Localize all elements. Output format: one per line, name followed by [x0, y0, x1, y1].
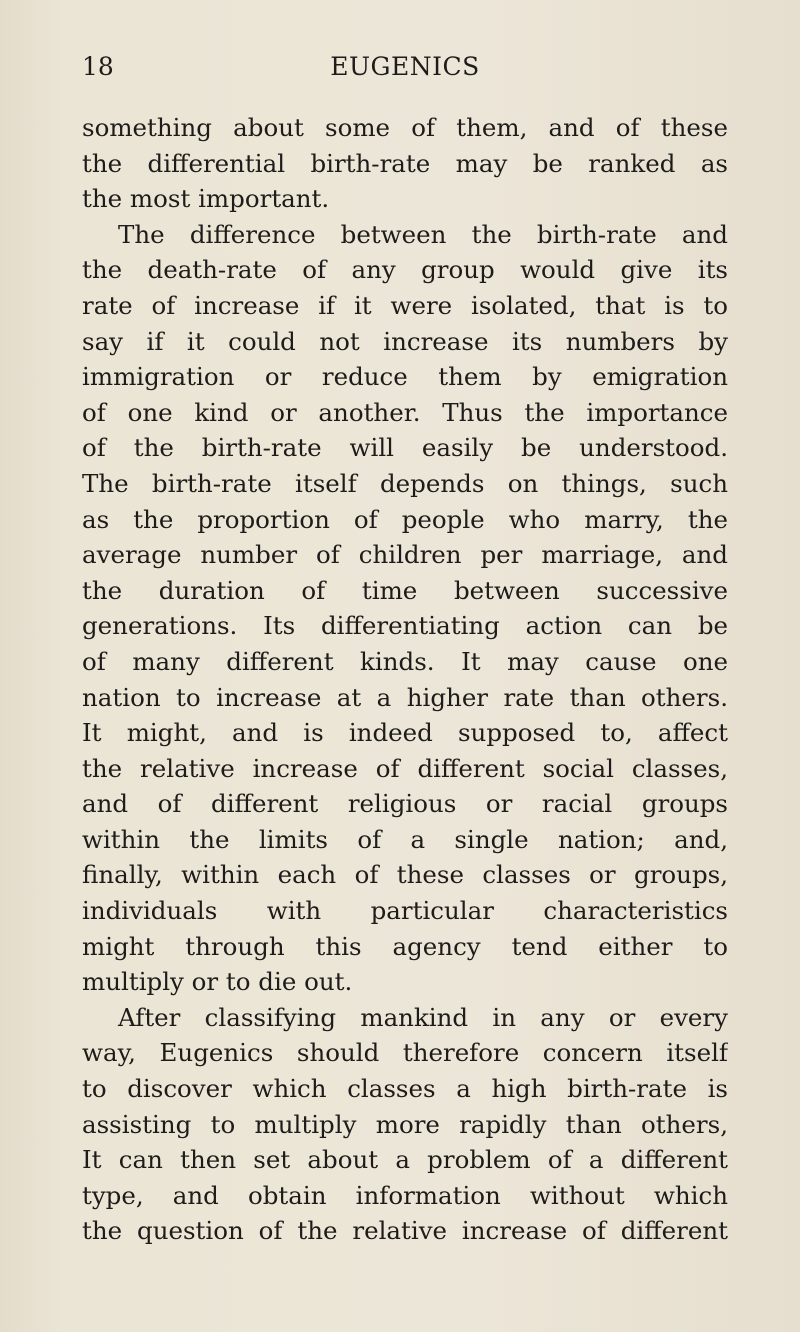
text-line: the duration of time between successive	[82, 575, 728, 605]
body-text	[82, 110, 728, 1249]
text-line: to discover which classes a high birth-rate is	[82, 1074, 728, 1104]
text-line: immigration or reduce them by emigration	[82, 362, 728, 392]
text-line: The difference between the birth-rate and	[118, 219, 728, 249]
text-line: within the limits of a single nation; and,	[82, 824, 728, 854]
text-line: way, Eugenics should therefore concern itself	[82, 1038, 728, 1068]
text-line: multiply or to die out.	[82, 967, 353, 997]
text-line: the most important.	[82, 184, 330, 214]
text-line: and of different religious or racial groups	[82, 789, 728, 819]
text-line: nation to increase at a higher rate than others.	[82, 682, 728, 712]
text-line: the differential birth-rate may be ranked as	[82, 148, 728, 178]
paragraph	[82, 1000, 728, 1249]
text-line: It can then set about a problem of a different	[82, 1145, 728, 1175]
text-line: might through this agency tend either to	[82, 931, 728, 961]
text-line: the death-rate of any group would give its	[82, 255, 728, 285]
text-line: The birth-rate itself depends on things, such	[82, 468, 728, 498]
text-line: individuals with particular characteristics	[82, 896, 728, 926]
text-line: generations. Its differentiating action can be	[82, 611, 728, 641]
text-line: average number of children per marriage, and	[82, 540, 728, 570]
page-header	[82, 52, 728, 92]
text-line: of one kind or another. Thus the importance	[82, 397, 728, 427]
page-number: 18	[82, 52, 114, 81]
text-line: the question of the relative increase of different	[82, 1216, 728, 1246]
text-line: It might, and is indeed supposed to, affect	[82, 718, 728, 748]
text-line: rate of increase if it were isolated, that is to	[82, 290, 728, 320]
text-line: of many different kinds. It may cause one	[82, 646, 728, 676]
text-line: the relative increase of different social classes,	[82, 753, 728, 783]
text-line: of the birth-rate will easily be understood.	[82, 433, 728, 463]
text-line: assisting to multiply more rapidly than others,	[82, 1109, 728, 1139]
text-line: say if it could not increase its numbers by	[82, 326, 728, 356]
running-title: EUGENICS	[330, 52, 480, 81]
text-line: type, and obtain information without which	[82, 1180, 728, 1210]
text-line: After classifying mankind in any or every	[118, 1002, 728, 1032]
paragraph	[82, 217, 728, 1000]
text-line: finally, within each of these classes or groups,	[82, 860, 728, 890]
paragraph	[82, 110, 728, 217]
text-line: as the proportion of people who marry, the	[82, 504, 728, 534]
text-line: something about some of them, and of these	[82, 113, 728, 142]
